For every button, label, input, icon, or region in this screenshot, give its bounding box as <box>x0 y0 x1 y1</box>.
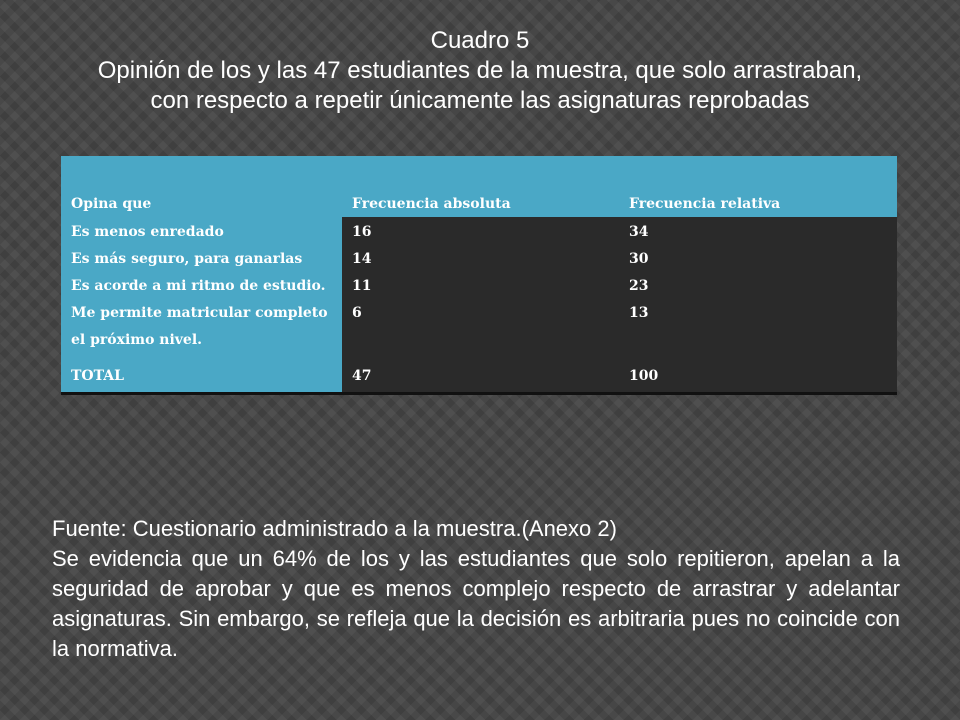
frequency-table <box>61 156 897 395</box>
absolute-frequency-cell: 11 <box>342 273 619 300</box>
source-and-analysis <box>52 514 900 664</box>
header-opina-que: Opina que <box>61 156 342 217</box>
title-line-2: con respecto a repetir únicamente las asignaturas reprobadas <box>150 87 810 114</box>
relative-frequency-cell: 34 <box>619 217 897 246</box>
absolute-frequency-cell: 14 <box>342 246 619 273</box>
total-label: TOTAL <box>61 354 342 394</box>
relative-frequency-cell: 23 <box>619 273 897 300</box>
total-relative-frequency: 100 <box>619 354 897 394</box>
source-note: Fuente: Cuestionario administrado a la muestra.(Anexo 2) <box>52 516 617 541</box>
row-label: Me permite matricular completo el próximo nivel. <box>61 300 342 354</box>
table-row <box>61 217 897 246</box>
total-absolute-frequency: 47 <box>342 354 619 394</box>
table-number: Cuadro 5 <box>430 27 530 54</box>
row-label: Es menos enredado <box>61 217 342 246</box>
analysis-paragraph: Se evidencia que un 64% de los y las estudiantes que solo repitieron, apelan a la seguridad de aprobar y que es menos complejo respecto de arrastrar y adelantar asignaturas. Sin embargo, se refleja que la decisión es arbitraria pues no coincide con la normativa. <box>52 546 900 661</box>
absolute-frequency-cell: 6 <box>342 300 619 354</box>
header-frecuencia-relativa: Frecuencia relativa <box>619 156 897 217</box>
absolute-frequency-cell: 16 <box>342 217 619 246</box>
slide-title <box>0 26 960 116</box>
table-row <box>61 300 897 354</box>
header-frecuencia-absoluta: Frecuencia absoluta <box>342 156 619 217</box>
relative-frequency-cell: 30 <box>619 246 897 273</box>
row-label: Es más seguro, para ganarlas <box>61 246 342 273</box>
total-row <box>61 354 897 394</box>
row-label: Es acorde a mi ritmo de estudio. <box>61 273 342 300</box>
relative-frequency-cell: 13 <box>619 300 897 354</box>
table-row <box>61 273 897 300</box>
table-header-row <box>61 156 897 217</box>
table-row <box>61 246 897 273</box>
title-line-1: Opinión de los y las 47 estudiantes de la muestra, que solo arrastraban, <box>97 57 863 84</box>
